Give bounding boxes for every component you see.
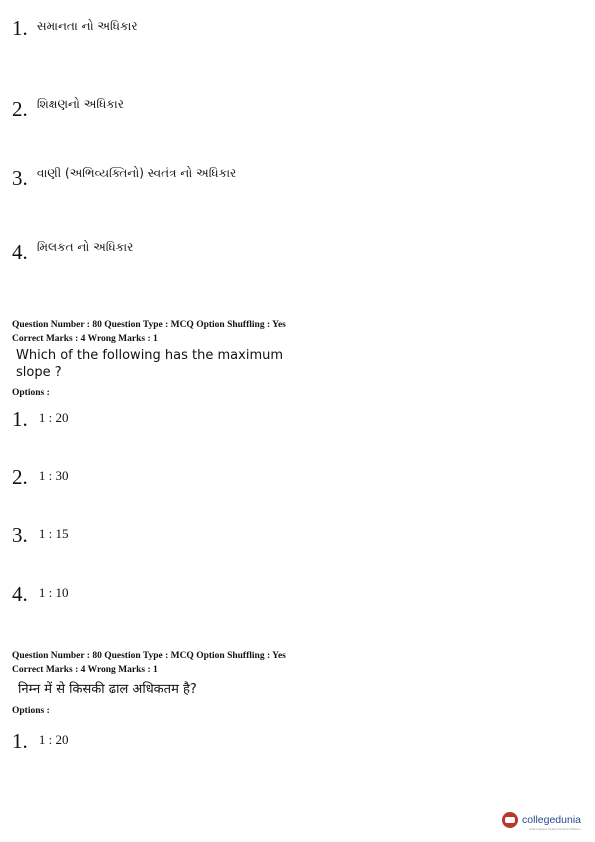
question-meta: Question Number : 80 Question Type : MCQ Option Shuffling : Yes	[12, 320, 286, 330]
question-text-line: slope ?	[16, 365, 62, 380]
option-number: 3.	[12, 523, 28, 547]
option-text: મિલકત નો અધિકાર	[36, 240, 134, 254]
option-text: 1 : 20	[38, 732, 69, 747]
options-label: Options :	[12, 706, 50, 716]
option-text: 1 : 10	[38, 585, 69, 600]
logo-tagline: India's largest Student Review Platform	[528, 827, 581, 831]
option-1	[12, 405, 69, 431]
option-number: 4.	[12, 240, 28, 264]
question-marks: Correct Marks : 4 Wrong Marks : 1	[12, 334, 158, 344]
option-3	[12, 160, 237, 190]
question-marks: Correct Marks : 4 Wrong Marks : 1	[12, 665, 158, 675]
option-text: વાણી (અભિવ્યક્તિનો) સ્વતંત્ર નો અધિકાર	[36, 166, 237, 180]
option-number: 4.	[12, 582, 28, 606]
question-text	[16, 347, 283, 381]
graduation-cap-icon	[502, 812, 518, 828]
option-text: શિક્ષણનો અધિકાર	[36, 97, 124, 111]
option-number: 1.	[12, 729, 28, 753]
option-4	[12, 234, 134, 264]
option-1	[12, 727, 69, 753]
option-text: 1 : 15	[38, 526, 69, 541]
question-meta: Question Number : 80 Question Type : MCQ Option Shuffling : Yes	[12, 651, 286, 661]
option-4	[12, 580, 69, 606]
option-text: 1 : 30	[38, 468, 69, 483]
option-number: 2.	[12, 465, 28, 489]
logo-text: collegedunia	[522, 814, 581, 826]
question-text: निम्न में से किसकी ढाल अधिकतम है?	[18, 682, 197, 697]
option-text: 1 : 20	[38, 410, 69, 425]
option-number: 3.	[12, 166, 28, 190]
options-label: Options :	[12, 388, 50, 398]
option-number: 1.	[12, 16, 28, 40]
option-3	[12, 521, 69, 547]
option-number: 1.	[12, 407, 28, 431]
option-number: 2.	[12, 97, 28, 121]
option-2	[12, 91, 124, 121]
option-2	[12, 463, 69, 489]
option-text: સમાનતા નો અધિકાર	[36, 19, 138, 33]
question-text-line: Which of the following has the maximum	[16, 348, 284, 363]
collegedunia-logo	[502, 812, 581, 831]
option-1	[12, 18, 138, 39]
